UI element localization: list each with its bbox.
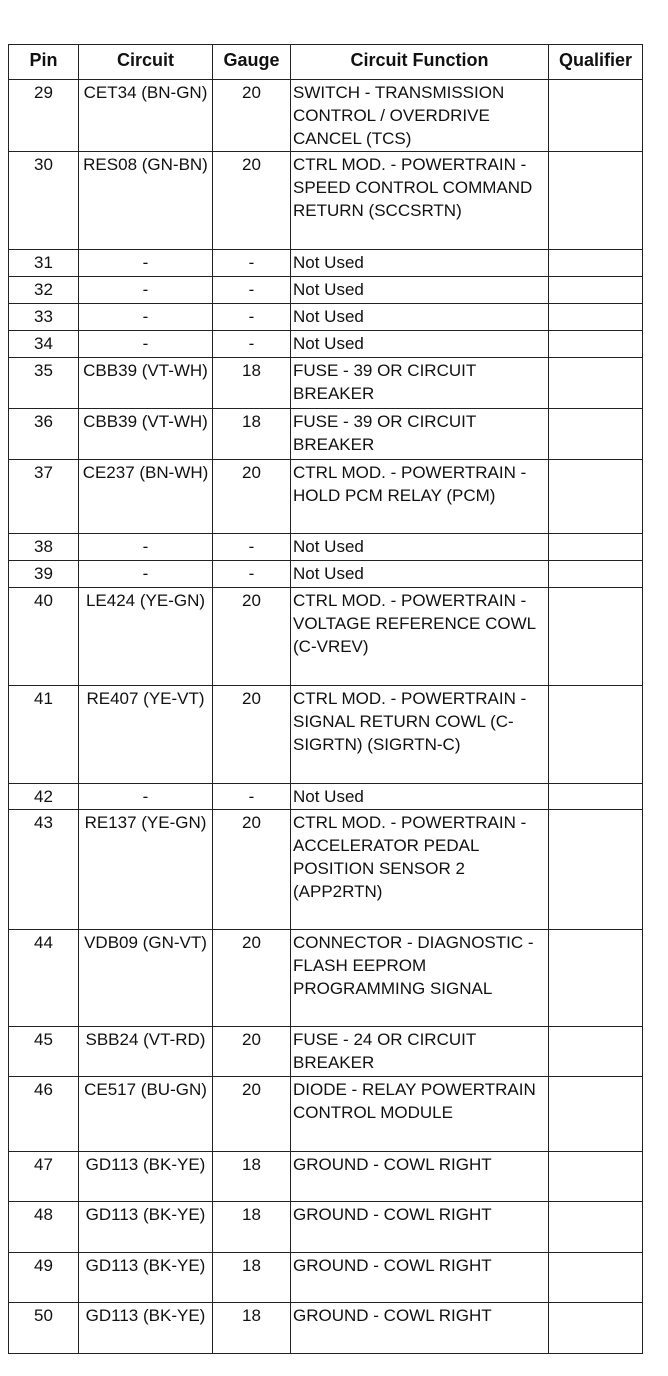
pin-cell: 46 [9,1077,79,1152]
gauge-cell: 18 [213,1253,291,1303]
table-row [9,810,643,930]
pin-cell: 35 [9,358,79,409]
qualifier-column-header: Qualifier [549,45,643,80]
gauge-cell: - [213,331,291,358]
table-row [9,1202,643,1253]
qualifier-cell [549,80,643,152]
circuit-cell: - [79,250,213,277]
qualifier-cell [549,686,643,784]
pin-cell: 48 [9,1202,79,1253]
circuit-function-cell: Not Used [291,784,549,810]
table-row [9,1303,643,1354]
gauge-cell: 18 [213,1303,291,1354]
gauge-cell: 18 [213,1202,291,1253]
table-row [9,561,643,588]
circuit-cell: - [79,277,213,304]
circuit-cell: - [79,784,213,810]
circuit-function-cell: CTRL MOD. - POWERTRAIN - SPEED CONTROL COMMAND RETURN (SCCSRTN) [291,152,549,250]
circuit-cell: - [79,331,213,358]
circuit-function-cell: FUSE - 24 OR CIRCUIT BREAKER [291,1027,549,1077]
qualifier-cell [549,810,643,930]
pin-cell: 45 [9,1027,79,1077]
table-row [9,250,643,277]
circuit-function-column-header: Circuit Function [291,45,549,80]
circuit-function-cell: Not Used [291,304,549,331]
table-row [9,331,643,358]
circuit-cell: GD113 (BK-YE) [79,1152,213,1202]
circuit-cell: RE137 (YE-GN) [79,810,213,930]
circuit-cell: - [79,304,213,331]
qualifier-cell [549,277,643,304]
pin-cell: 37 [9,460,79,534]
circuit-cell: LE424 (YE-GN) [79,588,213,686]
qualifier-cell [549,561,643,588]
gauge-cell: 20 [213,1027,291,1077]
circuit-function-cell: Not Used [291,561,549,588]
table-row [9,1152,643,1202]
table-row [9,460,643,534]
qualifier-cell [549,784,643,810]
circuit-cell: CBB39 (VT-WH) [79,358,213,409]
gauge-cell: 20 [213,152,291,250]
table-row [9,1077,643,1152]
gauge-cell: 18 [213,409,291,460]
circuit-cell: GD113 (BK-YE) [79,1253,213,1303]
table-row [9,1253,643,1303]
gauge-cell: - [213,784,291,810]
qualifier-cell [549,1303,643,1354]
qualifier-cell [549,331,643,358]
gauge-cell: - [213,561,291,588]
circuit-cell: RE407 (YE-VT) [79,686,213,784]
circuit-cell: - [79,561,213,588]
gauge-cell: 20 [213,930,291,1027]
circuit-cell: CBB39 (VT-WH) [79,409,213,460]
table-row [9,686,643,784]
qualifier-cell [549,250,643,277]
circuit-cell: CE517 (BU-GN) [79,1077,213,1152]
circuit-function-cell: GROUND - COWL RIGHT [291,1152,549,1202]
qualifier-cell [549,304,643,331]
circuit-function-cell: CTRL MOD. - POWERTRAIN - SIGNAL RETURN COWL (C-SIGRTN) (SIGRTN-C) [291,686,549,784]
circuit-function-cell: GROUND - COWL RIGHT [291,1202,549,1253]
circuit-function-cell: SWITCH - TRANSMISSION CONTROL / OVERDRIVE CANCEL (TCS) [291,80,549,152]
pin-cell: 30 [9,152,79,250]
connector-pin-table [8,44,643,1354]
pin-cell: 34 [9,331,79,358]
circuit-cell: VDB09 (GN-VT) [79,930,213,1027]
gauge-cell: 20 [213,460,291,534]
circuit-function-cell: Not Used [291,331,549,358]
pin-cell: 40 [9,588,79,686]
qualifier-cell [549,1077,643,1152]
circuit-cell: GD113 (BK-YE) [79,1303,213,1354]
circuit-column-header: Circuit [79,45,213,80]
table-row [9,784,643,810]
pin-cell: 47 [9,1152,79,1202]
circuit-function-cell: FUSE - 39 OR CIRCUIT BREAKER [291,358,549,409]
gauge-cell: 20 [213,810,291,930]
table-row [9,304,643,331]
table-row [9,152,643,250]
circuit-cell: CET34 (BN-GN) [79,80,213,152]
gauge-cell: 18 [213,1152,291,1202]
table-row [9,358,643,409]
circuit-function-cell: CTRL MOD. - POWERTRAIN - VOLTAGE REFERENCE COWL (C-VREV) [291,588,549,686]
table-row [9,409,643,460]
qualifier-cell [549,152,643,250]
circuit-cell: SBB24 (VT-RD) [79,1027,213,1077]
qualifier-cell [549,358,643,409]
circuit-function-cell: FUSE - 39 OR CIRCUIT BREAKER [291,409,549,460]
pin-cell: 49 [9,1253,79,1303]
circuit-cell: GD113 (BK-YE) [79,1202,213,1253]
pin-cell: 39 [9,561,79,588]
pin-cell: 36 [9,409,79,460]
table-body [9,80,643,1354]
qualifier-cell [549,1027,643,1077]
circuit-function-cell: DIODE - RELAY POWERTRAIN CONTROL MODULE [291,1077,549,1152]
circuit-function-cell: CTRL MOD. - POWERTRAIN - ACCELERATOR PEDAL POSITION SENSOR 2 (APP2RTN) [291,810,549,930]
pin-cell: 31 [9,250,79,277]
qualifier-cell [549,409,643,460]
circuit-cell: CE237 (BN-WH) [79,460,213,534]
qualifier-cell [549,1253,643,1303]
gauge-cell: 20 [213,686,291,784]
circuit-function-cell: CONNECTOR - DIAGNOSTIC - FLASH EEPROM PROGRAMMING SIGNAL [291,930,549,1027]
circuit-cell: - [79,534,213,561]
circuit-cell: RES08 (GN-BN) [79,152,213,250]
pin-cell: 33 [9,304,79,331]
table-row [9,588,643,686]
gauge-cell: - [213,304,291,331]
table-row [9,80,643,152]
gauge-column-header: Gauge [213,45,291,80]
gauge-cell: 20 [213,588,291,686]
qualifier-cell [549,534,643,561]
qualifier-cell [549,1152,643,1202]
table-header [9,45,643,80]
gauge-cell: - [213,534,291,561]
circuit-function-cell: Not Used [291,534,549,561]
pin-column-header: Pin [9,45,79,80]
gauge-cell: - [213,250,291,277]
header-row [9,45,643,80]
circuit-function-cell: GROUND - COWL RIGHT [291,1253,549,1303]
table-row [9,930,643,1027]
pin-cell: 50 [9,1303,79,1354]
gauge-cell: 20 [213,1077,291,1152]
pin-cell: 42 [9,784,79,810]
pin-cell: 43 [9,810,79,930]
gauge-cell: 18 [213,358,291,409]
pin-cell: 44 [9,930,79,1027]
qualifier-cell [549,588,643,686]
pin-cell: 29 [9,80,79,152]
circuit-function-cell: GROUND - COWL RIGHT [291,1303,549,1354]
qualifier-cell [549,1202,643,1253]
qualifier-cell [549,930,643,1027]
table-row [9,277,643,304]
circuit-function-cell: Not Used [291,250,549,277]
table-row [9,534,643,561]
table-row [9,1027,643,1077]
pin-cell: 41 [9,686,79,784]
gauge-cell: 20 [213,80,291,152]
circuit-function-cell: CTRL MOD. - POWERTRAIN - HOLD PCM RELAY (PCM) [291,460,549,534]
pin-cell: 38 [9,534,79,561]
circuit-function-cell: Not Used [291,277,549,304]
qualifier-cell [549,460,643,534]
pin-cell: 32 [9,277,79,304]
gauge-cell: - [213,277,291,304]
